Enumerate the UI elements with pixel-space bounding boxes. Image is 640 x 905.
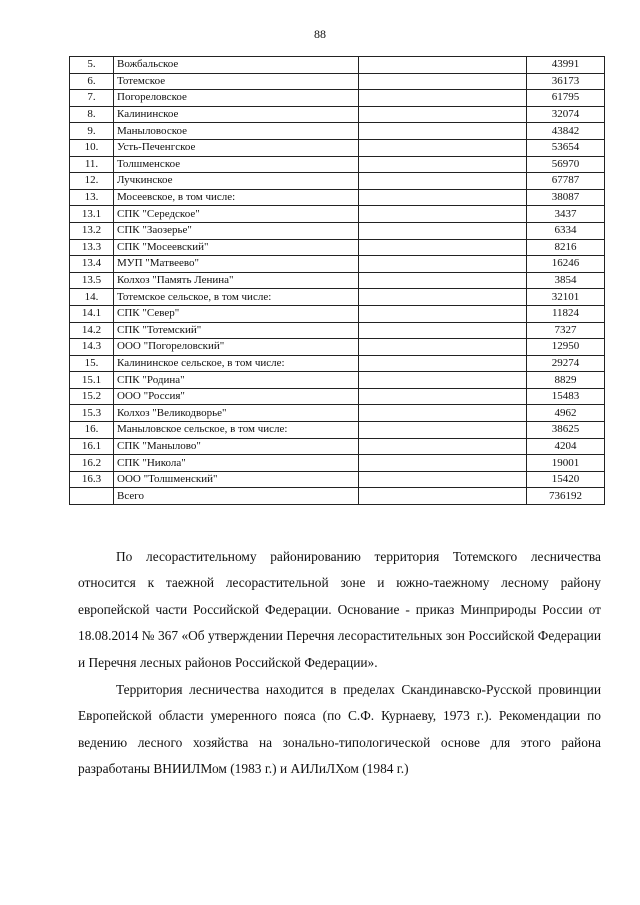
row-name-cell: ООО "Погореловский" bbox=[114, 339, 359, 356]
row-empty-cell bbox=[359, 90, 527, 107]
row-value-cell: 61795 bbox=[527, 90, 605, 107]
row-value-cell: 38087 bbox=[527, 189, 605, 206]
table-row bbox=[70, 388, 605, 405]
row-value-cell: 56970 bbox=[527, 156, 605, 173]
row-name-cell: Вожбальское bbox=[114, 57, 359, 74]
row-number-cell: 15. bbox=[70, 355, 114, 372]
table-row bbox=[70, 405, 605, 422]
row-number-cell: 13.5 bbox=[70, 272, 114, 289]
row-name-cell: СПК "Манылово" bbox=[114, 438, 359, 455]
row-name-cell: Толшменское bbox=[114, 156, 359, 173]
row-empty-cell bbox=[359, 272, 527, 289]
table-row bbox=[70, 422, 605, 439]
row-number-cell: 16.2 bbox=[70, 455, 114, 472]
row-empty-cell bbox=[359, 73, 527, 90]
row-value-cell: 43991 bbox=[527, 57, 605, 74]
table-row bbox=[70, 189, 605, 206]
row-value-cell: 4962 bbox=[527, 405, 605, 422]
row-number-cell: 14. bbox=[70, 289, 114, 306]
row-number-cell: 9. bbox=[70, 123, 114, 140]
row-empty-cell bbox=[359, 422, 527, 439]
row-value-cell: 15420 bbox=[527, 471, 605, 488]
table-row bbox=[70, 339, 605, 356]
row-number-cell: 13.4 bbox=[70, 256, 114, 273]
row-number-cell: 15.1 bbox=[70, 372, 114, 389]
row-name-cell: Маныловоское bbox=[114, 123, 359, 140]
row-number-cell: 11. bbox=[70, 156, 114, 173]
row-empty-cell bbox=[359, 239, 527, 256]
row-value-cell: 736192 bbox=[527, 488, 605, 505]
row-value-cell: 4204 bbox=[527, 438, 605, 455]
row-empty-cell bbox=[359, 488, 527, 505]
table-row bbox=[70, 123, 605, 140]
table-row bbox=[70, 239, 605, 256]
row-name-cell: Тотемское bbox=[114, 73, 359, 90]
row-name-cell: СПК "Никола" bbox=[114, 455, 359, 472]
row-name-cell: Колхоз "Великодворье" bbox=[114, 405, 359, 422]
table-row bbox=[70, 355, 605, 372]
row-value-cell: 29274 bbox=[527, 355, 605, 372]
row-value-cell: 12950 bbox=[527, 339, 605, 356]
row-name-cell: Усть-Печенгское bbox=[114, 139, 359, 156]
table-row bbox=[70, 73, 605, 90]
row-empty-cell bbox=[359, 339, 527, 356]
row-empty-cell bbox=[359, 173, 527, 190]
row-empty-cell bbox=[359, 372, 527, 389]
table-row bbox=[70, 305, 605, 322]
table-row bbox=[70, 156, 605, 173]
province-paragraph: Территория лесничества находится в пределах Скандинавско-Русской провинции Европейской области умеренного пояса (по С.Ф. Курнаеву, 1973 г.). Рекомендации по ведению лесного хозяйства на зонально-типологической основе для этого района разработаны ВНИИЛМом (1983 г.) и АИЛиЛХом (1984 г.) bbox=[78, 682, 601, 777]
row-name-cell: Калининское сельское, в том числе: bbox=[114, 355, 359, 372]
row-value-cell: 38625 bbox=[527, 422, 605, 439]
row-name-cell: МУП "Матвеево" bbox=[114, 256, 359, 273]
table-row bbox=[70, 438, 605, 455]
row-value-cell: 6334 bbox=[527, 222, 605, 239]
table-row bbox=[70, 256, 605, 273]
page-number: 88 bbox=[314, 27, 326, 41]
row-value-cell: 32074 bbox=[527, 106, 605, 123]
row-name-cell: Колхоз "Память Ленина" bbox=[114, 272, 359, 289]
table-row bbox=[70, 222, 605, 239]
table-row bbox=[70, 173, 605, 190]
row-number-cell: 15.2 bbox=[70, 388, 114, 405]
row-number-cell: 13.3 bbox=[70, 239, 114, 256]
row-empty-cell bbox=[359, 471, 527, 488]
table-row bbox=[70, 57, 605, 74]
row-empty-cell bbox=[359, 305, 527, 322]
row-empty-cell bbox=[359, 388, 527, 405]
row-value-cell: 53654 bbox=[527, 139, 605, 156]
table-row bbox=[70, 488, 605, 505]
row-value-cell: 7327 bbox=[527, 322, 605, 339]
row-empty-cell bbox=[359, 139, 527, 156]
row-name-cell: СПК "Родина" bbox=[114, 372, 359, 389]
row-number-cell: 10. bbox=[70, 139, 114, 156]
row-number-cell: 5. bbox=[70, 57, 114, 74]
row-number-cell: 13. bbox=[70, 189, 114, 206]
table-row bbox=[70, 289, 605, 306]
row-empty-cell bbox=[359, 156, 527, 173]
row-value-cell: 8829 bbox=[527, 372, 605, 389]
row-name-cell: Всего bbox=[114, 488, 359, 505]
row-empty-cell bbox=[359, 289, 527, 306]
row-name-cell: Маныловское сельское, в том числе: bbox=[114, 422, 359, 439]
row-number-cell bbox=[70, 488, 114, 505]
row-name-cell: СПК "Середское" bbox=[114, 206, 359, 223]
row-number-cell: 13.1 bbox=[70, 206, 114, 223]
row-value-cell: 8216 bbox=[527, 239, 605, 256]
table-row bbox=[70, 471, 605, 488]
row-empty-cell bbox=[359, 322, 527, 339]
zoning-paragraph: По лесорастительному районированию территория Тотемского лесничества относится к таежной лесорастительной зоне и южно-таежному лесному району европейской части Российской Федерации. Основание - приказ Минприроды России от 18.08.2014 № 367 «Об утверждении Перечня лесорастительных зон Российской Федерации и Перечня лесных районов Российской Федерации». bbox=[78, 549, 601, 670]
row-number-cell: 16.1 bbox=[70, 438, 114, 455]
row-value-cell: 19001 bbox=[527, 455, 605, 472]
row-name-cell: Лучкинское bbox=[114, 173, 359, 190]
row-number-cell: 13.2 bbox=[70, 222, 114, 239]
row-empty-cell bbox=[359, 256, 527, 273]
row-value-cell: 43842 bbox=[527, 123, 605, 140]
table-row bbox=[70, 455, 605, 472]
row-name-cell: СПК "Тотемский" bbox=[114, 322, 359, 339]
table-row bbox=[70, 90, 605, 107]
row-empty-cell bbox=[359, 106, 527, 123]
row-name-cell: СПК "Заозерье" bbox=[114, 222, 359, 239]
row-value-cell: 36173 bbox=[527, 73, 605, 90]
row-name-cell: СПК "Север" bbox=[114, 305, 359, 322]
row-empty-cell bbox=[359, 123, 527, 140]
row-number-cell: 7. bbox=[70, 90, 114, 107]
table-row bbox=[70, 139, 605, 156]
row-value-cell: 15483 bbox=[527, 388, 605, 405]
row-value-cell: 3437 bbox=[527, 206, 605, 223]
row-empty-cell bbox=[359, 438, 527, 455]
row-value-cell: 11824 bbox=[527, 305, 605, 322]
row-number-cell: 16. bbox=[70, 422, 114, 439]
row-number-cell: 15.3 bbox=[70, 405, 114, 422]
row-name-cell: ООО "Россия" bbox=[114, 388, 359, 405]
row-name-cell: Погореловское bbox=[114, 90, 359, 107]
row-empty-cell bbox=[359, 189, 527, 206]
row-name-cell: ООО "Толшменский" bbox=[114, 471, 359, 488]
row-name-cell: Калининское bbox=[114, 106, 359, 123]
row-value-cell: 67787 bbox=[527, 173, 605, 190]
forest-area-table bbox=[69, 56, 605, 505]
row-empty-cell bbox=[359, 57, 527, 74]
row-empty-cell bbox=[359, 355, 527, 372]
row-empty-cell bbox=[359, 405, 527, 422]
row-number-cell: 8. bbox=[70, 106, 114, 123]
table-body bbox=[70, 57, 605, 505]
row-value-cell: 32101 bbox=[527, 289, 605, 306]
row-empty-cell bbox=[359, 222, 527, 239]
row-name-cell: Мосеевское, в том числе: bbox=[114, 189, 359, 206]
table-row bbox=[70, 372, 605, 389]
row-number-cell: 16.3 bbox=[70, 471, 114, 488]
table-row bbox=[70, 272, 605, 289]
table-row bbox=[70, 322, 605, 339]
row-empty-cell bbox=[359, 455, 527, 472]
row-empty-cell bbox=[359, 206, 527, 223]
row-number-cell: 6. bbox=[70, 73, 114, 90]
row-number-cell: 14.2 bbox=[70, 322, 114, 339]
row-name-cell: Тотемское сельское, в том числе: bbox=[114, 289, 359, 306]
table-row bbox=[70, 206, 605, 223]
table-row bbox=[70, 106, 605, 123]
row-number-cell: 14.1 bbox=[70, 305, 114, 322]
row-name-cell: СПК "Мосеевский" bbox=[114, 239, 359, 256]
row-value-cell: 3854 bbox=[527, 272, 605, 289]
row-value-cell: 16246 bbox=[527, 256, 605, 273]
row-number-cell: 12. bbox=[70, 173, 114, 190]
row-number-cell: 14.3 bbox=[70, 339, 114, 356]
